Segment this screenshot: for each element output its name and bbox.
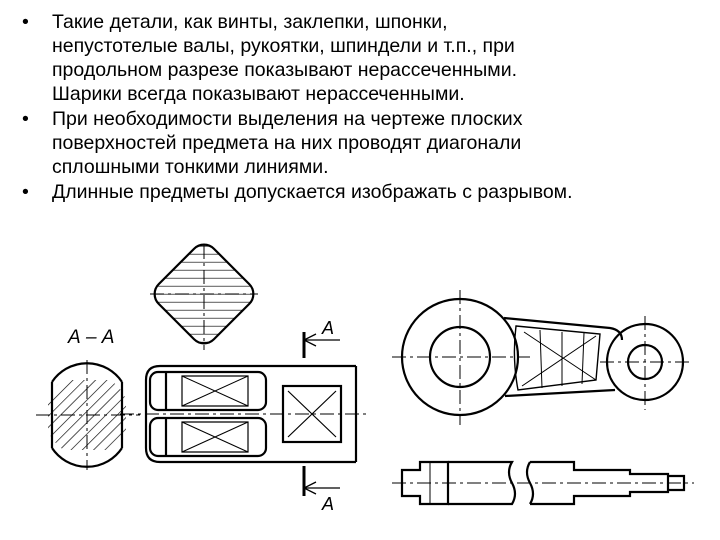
- long-shaft-drawing: [392, 462, 694, 504]
- bullet-line: Такие детали, как винты, заклепки, шпонки,: [52, 11, 448, 33]
- cut-mark-top-label: А: [322, 318, 335, 338]
- shaft-drawing: [36, 239, 368, 514]
- bullet-line: Шарики всегда показывают нерассеченными.: [52, 83, 465, 105]
- bullet-marker: •: [22, 181, 29, 203]
- bullet-line: сплошными тонкими линиями.: [52, 156, 329, 178]
- bullet-line: продольном разрезе показывают нерассеченными.: [52, 59, 518, 81]
- lever-drawing: [392, 290, 692, 425]
- bullet-marker: •: [22, 108, 29, 130]
- round-section-hatched: [36, 360, 140, 470]
- square-section-hatched: [149, 239, 259, 350]
- bullet-marker: •: [22, 11, 29, 33]
- bullet-line: непустотелые валы, рукоятки, шпиндели и т.п., при: [52, 35, 515, 57]
- shaft-body: [120, 366, 368, 462]
- cut-mark-bottom-label: А: [322, 494, 335, 514]
- bullet-line: Длинные предметы допускается изображать с разрывом.: [52, 181, 573, 203]
- bullet-line: поверхностей предмета на них проводят диагонали: [52, 132, 522, 154]
- bullet-line: При необходимости выделения на чертеже плоских: [52, 108, 523, 130]
- section-label: А – А: [68, 327, 115, 348]
